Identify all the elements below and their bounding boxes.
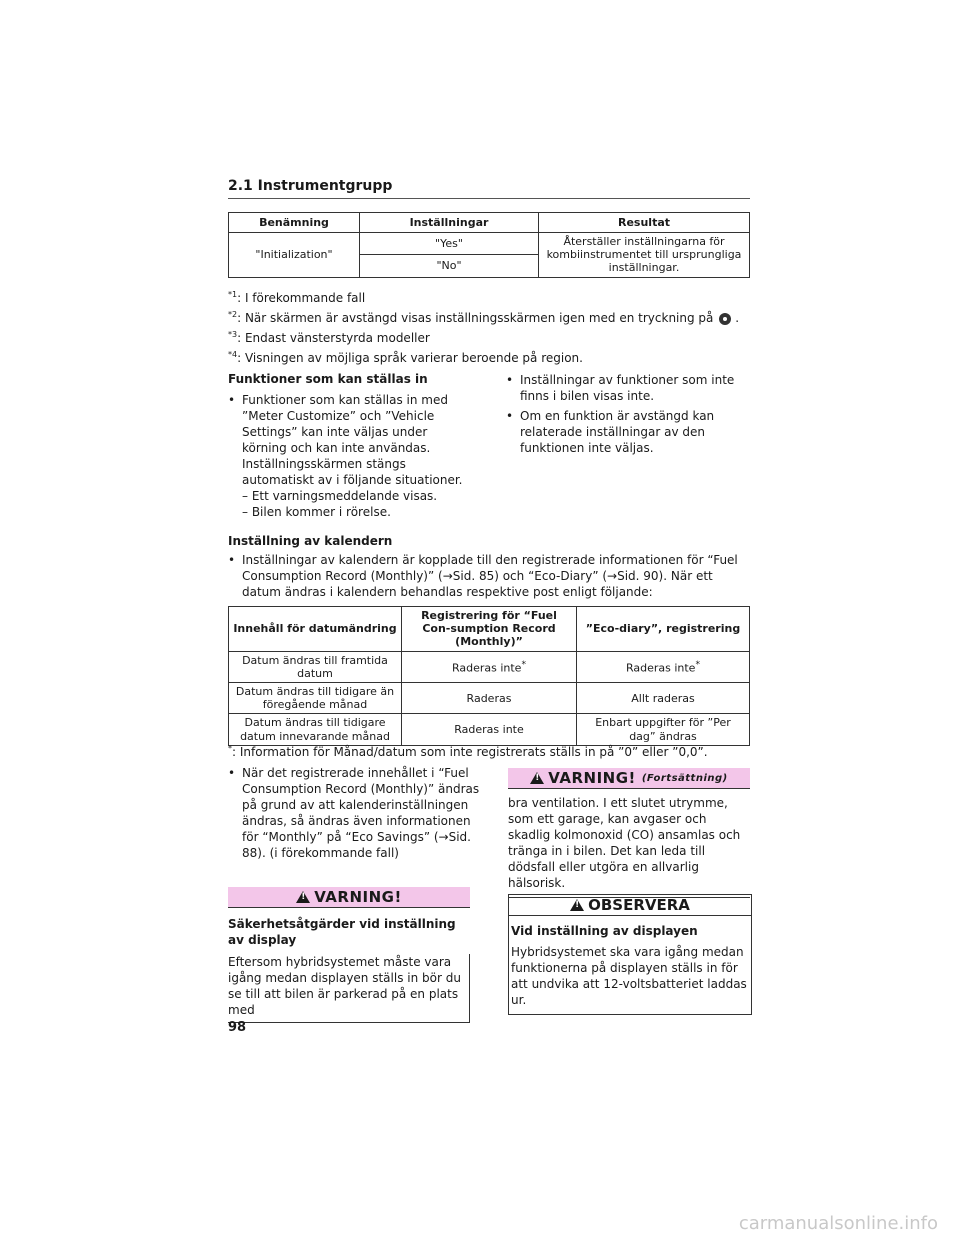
notice-body: [509, 916, 751, 1014]
footnote: [228, 327, 430, 346]
warning-icon: [296, 891, 310, 903]
footnote-mark: *3: [228, 330, 238, 339]
footnote-mark: *4: [228, 350, 238, 359]
table-row: [229, 682, 750, 713]
footnote-text: : Endast vänsterstyrda modeller: [237, 331, 430, 345]
notice-title: OBSERVERA: [588, 896, 690, 914]
calendar-table: [228, 606, 750, 746]
calendar-section: [228, 534, 750, 600]
functions-bullet-text: Om en funktion är avstängd kan relaterade inställningar av den funktionen inte väljas.: [520, 409, 715, 455]
functions-bullet-text: Funktioner som kan ställas in med ”Meter Customize” och ”Vehicle Settings” kan inte väljas under körning och kan inte användas. Inställningsskärmen stängs automatiskt av i följande situationer.: [242, 393, 463, 487]
functions-right-column: [506, 372, 750, 456]
notice-subheading: Vid inställning av displayen: [511, 924, 698, 938]
table-header-row: [229, 607, 750, 652]
page-number: 98: [228, 1020, 247, 1035]
table-cell: [402, 651, 577, 682]
watermark: carmanualsonline.info: [738, 1213, 938, 1234]
warning-title: VARNING!: [314, 888, 402, 906]
footnote-mark: *: [228, 744, 232, 753]
warning-box-right: [508, 768, 750, 898]
notice-text: Hybridsystemet ska vara igång medan funktionerna på displayen ställs in för att undvika att 12-voltsbatteriet laddas ur.: [511, 945, 747, 1007]
section-divider: [228, 198, 750, 199]
warning-icon: [530, 772, 544, 784]
table-header: Innehåll för datumändring: [229, 607, 402, 652]
footnote-text: : När skärmen är avstängd visas inställningsskärmen igen med en tryckning på: [237, 311, 714, 325]
table-cell-name: "Initialization": [229, 233, 360, 278]
footnote: [228, 307, 739, 326]
functions-bullet: [506, 408, 750, 456]
table-cell: Datum ändras till framtida datum: [229, 651, 402, 682]
footnote-suffix: .: [735, 311, 740, 325]
select-button-icon: [719, 313, 731, 325]
warning-body: [228, 907, 470, 1029]
warning-title: VARNING!: [548, 769, 636, 787]
warning-text: Eftersom hybridsystemet måste vara igång medan displayen ställs in bör du se till att bilen är parkerad på en plats med: [228, 954, 470, 1023]
table-header-row: [229, 213, 750, 233]
table-row: [229, 651, 750, 682]
functions-bullet: [228, 392, 468, 488]
table-cell: Datum ändras till tidigare än föregående månad: [229, 682, 402, 713]
footnote-mark: *: [521, 658, 527, 670]
footnote-text: : Information för Månad/datum som inte registrerats ställs in på ”0” eller ”0,0”.: [232, 745, 708, 759]
table-cell-setting: "No": [360, 255, 539, 277]
cell-text: Raderas inte: [625, 661, 696, 675]
calendar-bullet-text: Inställningar av kalendern är kopplade till den registrerade informationen för “Fuel Consumption Record (Monthly)” (→Sid. 85) och “Eco-Diary” (→Sid. 90). När ett datum ändras i kalendern behandlas respektive post enligt följande:: [242, 553, 738, 599]
section-title: 2.1 Instrumentgrupp: [228, 178, 393, 194]
notice-box: [508, 894, 752, 1015]
footnote-mark: *2: [228, 310, 238, 319]
warning-continued: (Fortsättning): [641, 772, 728, 784]
functions-heading: Funktioner som kan ställas in: [228, 372, 428, 386]
table-cell: Raderas inte: [402, 714, 577, 745]
monthly-bullet-text: När det registrerade innehållet i “Fuel Consumption Record (Monthly)” ändras på grund av att kalenderinställningen ändras, så ändras även informationen för “Monthly” på “Eco Savings” (→Sid. 88). (i förekommande fall): [242, 766, 480, 860]
table-footnote: [228, 741, 708, 760]
notice-icon: [570, 899, 584, 911]
warning-text: bra ventilation. I ett slutet utrymme, som ett garage, kan avgaser och skadlig kolmonoxid (CO) ansamlas och tränga in i bilen. Det kan leda till dödsfall eller utgöra en allvarlig hälsorisk.: [508, 788, 750, 898]
table-row: [229, 233, 750, 255]
functions-dash-item: – Ett varningsmeddelande visas.: [242, 489, 438, 503]
table-cell: Datum ändras till tidigare datum innevarande månad: [229, 714, 402, 745]
warning-header: [508, 768, 750, 788]
warning-header: [228, 887, 470, 907]
footnote: [228, 287, 365, 306]
notice-header: [509, 895, 751, 916]
table-cell: [577, 651, 750, 682]
table-cell-setting: "Yes": [360, 233, 539, 255]
table-header: Inställningar: [360, 213, 539, 233]
functions-bullet-text: Inställningar av funktioner som inte finns i bilen visas inte.: [520, 373, 735, 403]
footnote-mark: *: [695, 658, 701, 670]
initialization-table: [228, 212, 750, 278]
footnote-mark: *1: [228, 290, 238, 299]
table-header: ”Eco-diary”, registrering: [577, 607, 750, 652]
footnote-text: : I förekommande fall: [237, 291, 366, 305]
table-header: Registrering för “Fuel Con-sumption Record (Monthly)”: [402, 607, 577, 652]
table-cell: Enbart uppgifter för ”Per dag” ändras: [577, 714, 750, 745]
table-cell-result: Återställer inställningarna för kombiinstrumentet till ursprungliga inställningar.: [539, 233, 750, 278]
warning-box-left: [228, 887, 470, 1029]
footnote: [228, 347, 583, 366]
calendar-heading: Inställning av kalendern: [228, 534, 393, 548]
functions-left-column: [228, 372, 468, 520]
functions-dash-item: – Bilen kommer i rörelse.: [242, 505, 391, 519]
warning-subheading: Säkerhetsåtgärder vid inställning av display: [228, 917, 456, 947]
footnote-text: : Visningen av möjliga språk varierar beroende på region.: [237, 351, 583, 365]
calendar-bullet: [228, 552, 750, 600]
cell-text: Raderas inte: [451, 661, 522, 675]
table-cell: Allt raderas: [577, 682, 750, 713]
table-header: Resultat: [539, 213, 750, 233]
monthly-bullet: [228, 765, 482, 861]
table-cell: Raderas: [402, 682, 577, 713]
table-header: Benämning: [229, 213, 360, 233]
functions-bullet: [506, 372, 750, 404]
